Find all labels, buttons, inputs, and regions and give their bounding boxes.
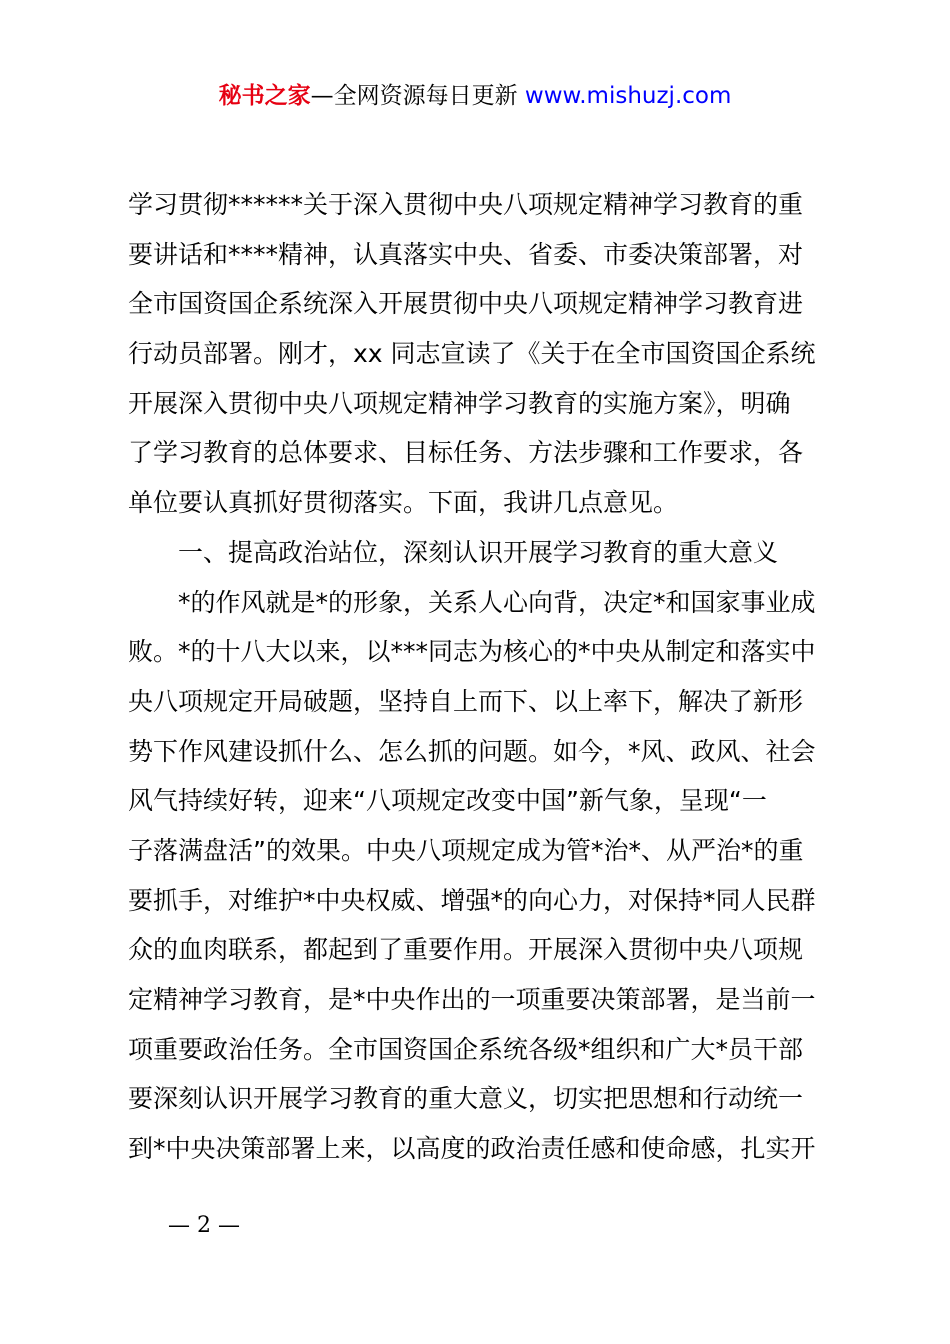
text-line: 行动员部署。刚才，xx 同志宣读了《关于在全市国资国企系统 [128, 339, 816, 369]
text-line: 要讲话和****精神，认真落实中央、省委、市委决策部署，对 [128, 239, 804, 269]
section-heading: 一、提高政治站位，深刻认识开展学习教育的重大意义 [178, 537, 779, 567]
text-line: 开展深入贯彻中央八项规定精神学习教育的实施方案》，明确 [128, 388, 791, 418]
document-body [128, 180, 840, 1174]
text-line: 了学习教育的总体要求、目标任务、方法步骤和工作要求，各 [128, 438, 804, 468]
text-line: 到*中央决策部署上来，以高度的政治责任感和使命感，扎实开 [128, 1134, 816, 1164]
text-line: 风气持续好转，迎来“八项规定改变中国”新气象，呈现“一 [128, 786, 767, 816]
text-line: 子落满盘活”的效果。中央八项规定成为管*治*、从严治*的重 [128, 835, 804, 865]
text-line: 众的血肉联系，都起到了重要作用。开展深入贯彻中央八项规 [128, 935, 804, 965]
text-line: 势下作风建设抓什么、怎么抓的问题。如今，*风、政风、社会 [128, 736, 816, 766]
site-brand: 秘书之家 [218, 83, 311, 109]
text-line: 定精神学习教育，是*中央作出的一项重要决策部署，是当前一 [128, 985, 816, 1014]
text-line: 单位要认真抓好贯彻落实。下面，我讲几点意见。 [128, 488, 679, 518]
text-line: 要深刻认识开展学习教育的重大意义，切实把思想和行动统一 [128, 1084, 804, 1114]
site-banner [0, 80, 950, 112]
text-line: 全市国资国企系统深入开展贯彻中央八项规定精神学习教育进 [128, 289, 804, 319]
page-number: — 2 — [168, 1213, 240, 1238]
site-tagline: —全网资源每日更新 [310, 83, 525, 109]
text-line: 要抓手，对维护*中央权威、增强*的向心力，对保持*同人民群 [128, 885, 816, 915]
site-url[interactable]: www.mishuzj.com [524, 83, 732, 109]
text-line: *的作风就是*的形象，关系人心向背，决定*和国家事业成 [178, 587, 816, 617]
text-line: 项重要政治任务。全市国资国企系统各级*组织和广大*员干部 [128, 1034, 804, 1064]
text-line: 央八项规定开局破题，坚持自上而下、以上率下，解决了新形 [128, 686, 804, 716]
text-line: 败。*的十八大以来，以***同志为核心的*中央从制定和落实中 [128, 637, 816, 667]
text-line: 学习贯彻******关于深入贯彻中央八项规定精神学习教育的重 [128, 190, 804, 219]
